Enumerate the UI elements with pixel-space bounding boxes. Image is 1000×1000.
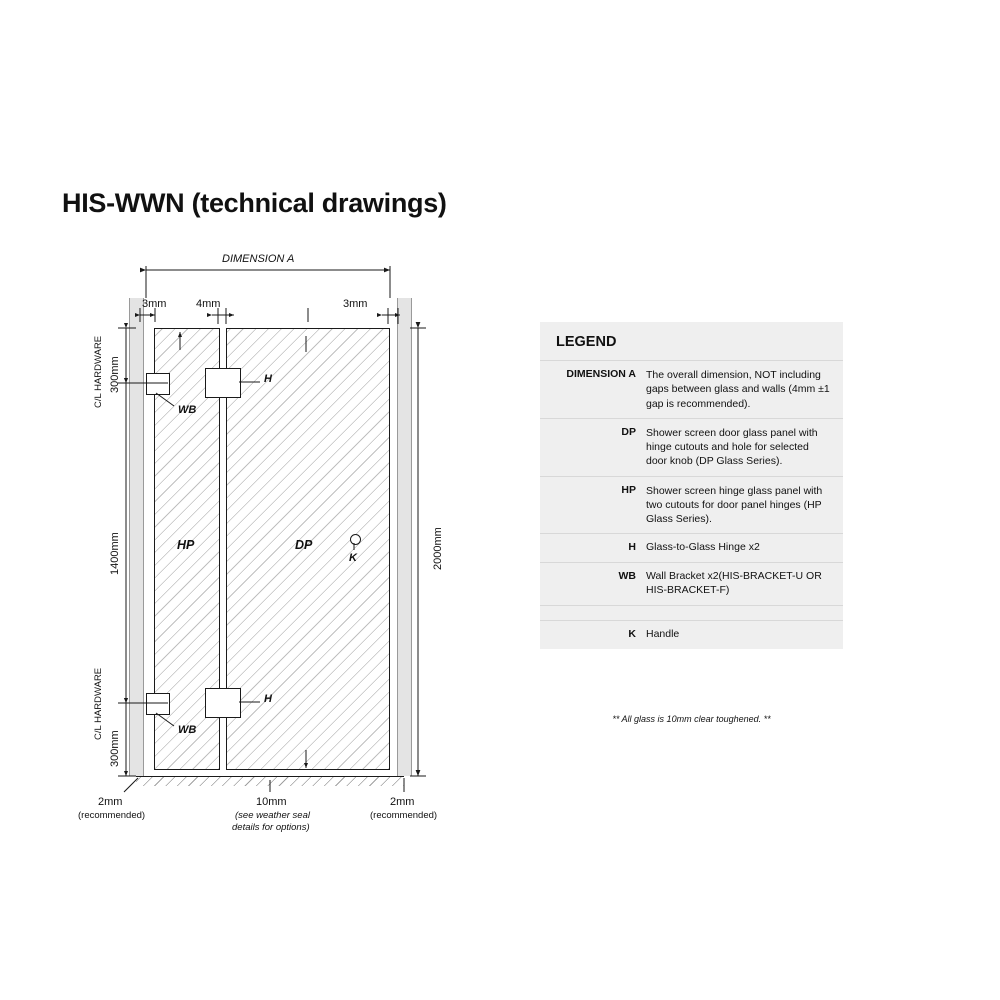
legend-description: Shower screen door glass panel with hinge cutouts and hole for selected door knob (DP Glass Series). xyxy=(646,426,818,468)
legend-row xyxy=(540,476,843,534)
bottom-right-note: (recommended) xyxy=(370,810,438,821)
bottom-center-dimension: 10mm xyxy=(256,796,287,808)
dimension-lines xyxy=(60,240,480,840)
bottom-left-note: (recommended) xyxy=(78,810,146,821)
gap-mid-label: 4mm xyxy=(196,298,221,310)
panel-label-dp: DP xyxy=(295,538,313,552)
bottom-left-dimension: 2mm xyxy=(98,796,123,808)
legend-row xyxy=(540,418,843,476)
gap-left-label: 3mm xyxy=(142,298,167,310)
legend-description: Wall Bracket x2(HIS-BRACKET-U OR HIS-BRACKET-F) xyxy=(646,570,822,597)
legend-title: LEGEND xyxy=(556,334,617,350)
bottom-hardware-dimension-label: 300mm xyxy=(109,730,121,767)
gap-right-label: 3mm xyxy=(343,298,368,310)
tag-bracket-top: WB xyxy=(178,404,197,416)
legend-row xyxy=(540,533,843,562)
top-hardware-dimension-label: 300mm xyxy=(109,356,121,393)
total-height-label: 2000mm xyxy=(432,527,444,570)
legend-row xyxy=(540,620,843,649)
dimension-a-label: DIMENSION A xyxy=(222,253,295,265)
legend-key: DIMENSION A xyxy=(566,368,636,380)
legend-spacer xyxy=(540,605,843,620)
legend-description: The overall dimension, NOT including gaps between glass and walls (4mm ±1 gap is recommended). xyxy=(646,369,830,410)
legend-key: DP xyxy=(621,425,636,438)
legend-key: H xyxy=(628,541,636,554)
legend-row xyxy=(540,360,843,418)
bottom-center-note-2: details for options) xyxy=(232,822,310,833)
page-title: HIS-WWN (technical drawings) xyxy=(62,188,447,218)
tag-bracket-bottom: WB xyxy=(178,724,197,736)
legend-description: Handle xyxy=(646,627,680,640)
bottom-right-dimension: 2mm xyxy=(390,796,415,808)
tag-hinge-bottom: H xyxy=(264,693,272,705)
panel-label-hp: HP xyxy=(177,538,195,552)
tag-handle: K xyxy=(349,552,357,564)
technical-drawing xyxy=(60,240,480,840)
bottom-center-note-1: (see weather seal xyxy=(235,810,310,821)
legend-note: ** All glass is 10mm clear toughened. ** xyxy=(612,714,771,724)
legend-row xyxy=(540,562,843,605)
legend-note-wrapper xyxy=(540,700,843,724)
top-hardware-cl-label: C/L HARDWARE xyxy=(93,335,104,408)
legend-key: WB xyxy=(618,570,636,583)
middle-dimension-label: 1400mm xyxy=(109,532,121,575)
tag-hinge-top: H xyxy=(264,373,272,385)
bottom-hardware-cl-label: C/L HARDWARE xyxy=(93,667,104,740)
legend-panel xyxy=(540,322,843,649)
legend-description: Glass-to-Glass Hinge x2 xyxy=(646,541,760,554)
legend-key: HP xyxy=(621,483,636,496)
legend-description: Shower screen hinge glass panel with two cutouts for door panel hinges (HP Glass Series). xyxy=(646,484,823,526)
legend-key: K xyxy=(628,627,636,640)
